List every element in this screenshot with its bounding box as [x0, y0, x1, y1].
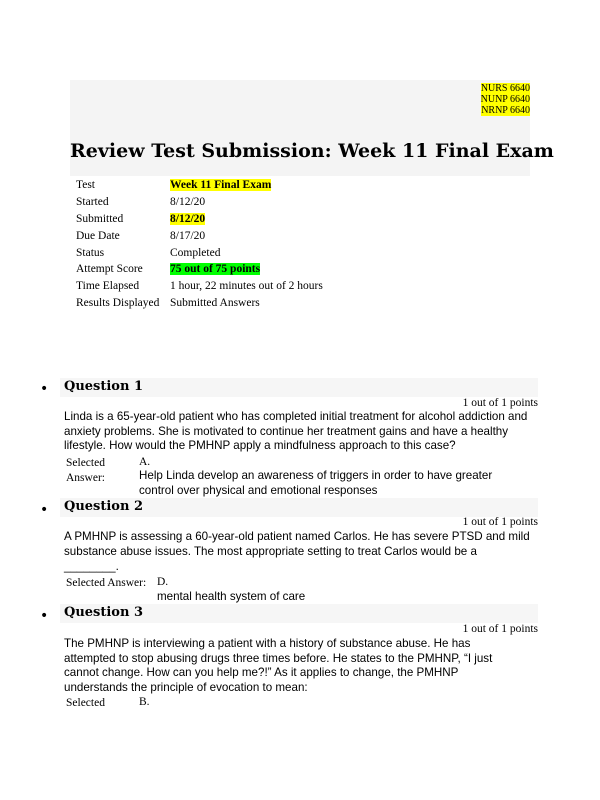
course-code: NURS 6640 — [480, 83, 530, 94]
info-row-attempt-score — [76, 261, 323, 278]
question-2-answer-letter: D. — [157, 576, 169, 588]
question-3-points: 1 out of 1 points — [462, 623, 538, 635]
submitted-date: 8/12/20 — [170, 212, 206, 225]
bullet-icon: • — [40, 608, 49, 624]
info-value: 1 hour, 22 minutes out of 2 hours — [170, 280, 323, 293]
info-value: 8/12/20 — [170, 196, 206, 209]
question-3-answer-letter: B. — [139, 696, 150, 708]
info-label: Test — [76, 179, 95, 192]
info-label: Status — [76, 246, 105, 259]
bullet-icon: • — [40, 381, 49, 397]
info-label: Due Date — [76, 229, 120, 242]
selected-answer-label: Selected Answer: — [66, 577, 147, 589]
course-code: NRNP 6640 — [481, 105, 530, 116]
selected-label: Selected — [66, 697, 105, 709]
question-2-blank: ________. — [64, 560, 119, 573]
info-label: Submitted — [76, 212, 124, 225]
info-label: Results Displayed — [76, 296, 160, 309]
selected-label: Selected — [66, 457, 105, 469]
page-title: Review Test Submission: Week 11 Final Exam — [70, 140, 554, 162]
question-1-answer-text: Help Linda develop an awareness of triggers in order to have greater control over physical and emotional responses — [139, 469, 493, 497]
info-row-results-displayed — [76, 295, 323, 312]
info-value — [170, 261, 323, 278]
info-row-test — [76, 177, 323, 194]
info-row-started — [76, 194, 323, 211]
question-3-title: Question 3 — [64, 605, 144, 620]
info-label: Started — [76, 196, 109, 209]
info-value — [170, 177, 323, 194]
info-row-due-date — [76, 227, 323, 244]
question-1-text: Linda is a 65-year-old patient who has completed initial treatment for alcohol addiction and anxiety problems. She is motivated to continue her treatment gains and have a healthy lifestyle. How would the PMHNP apply a mindfulness approach to this case? — [64, 410, 528, 452]
bullet-icon: • — [40, 502, 49, 518]
info-value: Submitted Answers — [170, 296, 260, 309]
question-1-answer-letter: A. — [139, 456, 151, 468]
test-name: Week 11 Final Exam — [170, 179, 272, 192]
course-codes — [481, 83, 530, 116]
info-label: Time Elapsed — [76, 280, 140, 293]
submission-details-table — [76, 177, 323, 311]
info-label: Attempt Score — [76, 263, 143, 276]
info-row-time-elapsed — [76, 278, 323, 295]
question-1-points: 1 out of 1 points — [462, 397, 538, 409]
info-value: Completed — [170, 246, 221, 259]
question-2-answer-text: mental health system of care — [157, 590, 306, 603]
question-1-title: Question 1 — [64, 379, 144, 394]
question-2-title: Question 2 — [64, 499, 144, 514]
question-3-text: The PMHNP is interviewing a patient with a history of substance abuse. He has attempted to stop abusing drugs three times before. He states to the PMHNP, “I just cannot change. How can you help me?!” As it applies to change, the PMHNP understands the principle of evocation to mean: — [64, 637, 493, 694]
attempt-score: 75 out of 75 points — [170, 263, 261, 276]
info-value — [170, 211, 323, 228]
info-row-submitted — [76, 211, 323, 228]
question-2-text: A PMHNP is assessing a 60-year-old patient named Carlos. He has severe PTSD and mild substance abuse issues. The most appropriate setting to treat Carlos would be a — [64, 530, 530, 558]
info-row-status — [76, 244, 323, 261]
question-2-points: 1 out of 1 points — [462, 516, 538, 528]
info-value: 8/17/20 — [170, 229, 206, 242]
answer-label: Answer: — [66, 472, 105, 484]
course-code: NUNP 6640 — [480, 94, 530, 105]
